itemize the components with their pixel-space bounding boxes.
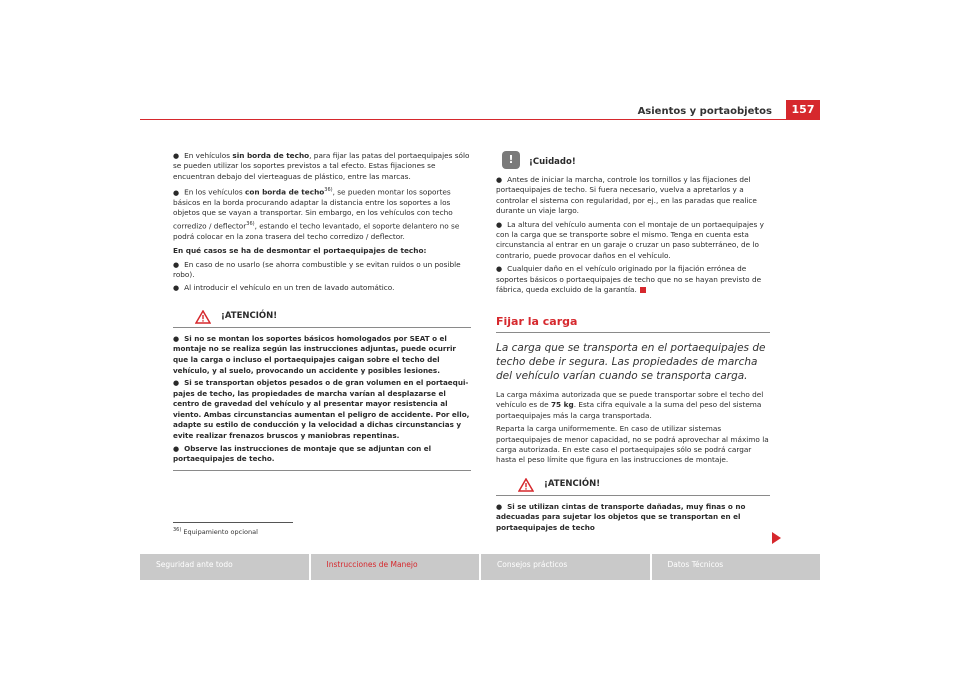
warning-item: ● Si no se montan los soportes básicos homologados por SEAT o el montaje no se realiza según las instrucciones adjuntas, puede ocurrir que la carga o incluso el portaequipajes caigan sobre el techo del vehículo, y al suelo, provocando un accidente y posibles lesiones.	[173, 334, 471, 376]
bullet-sin-borda: ● En vehículos sin borda de techo, para fijar las patas del portaequipajes sólo se pueden utilizar los soportes previstos a tal efecto. Estas fijaciones se encuentran debajo del vierteaguas de plástico, entre las marcas.	[173, 151, 471, 182]
bullet-con-borda: ● En los vehículos con borda de techo$^{36)}$, se pueden montar los soportes básicos en la borda procurando adaptar la distancia entre los soportes a los objetos que se vayan a transportar. Sin embargo, en los vehículos con techo corredizo / deflector$^{36)}$, estando el techo levantado, el soporte delantero no se podrá colocar en la zona trasera del techo corredizo / deflector.	[173, 185, 471, 242]
right-column	[496, 151, 770, 539]
warning-item: ● Si se transportan objetos pesados o de gran volumen en el portaequipajes de techo, las propiedades de marcha varían al desplazarse el centro de gravedad del vehículo y al presentar mayor resistencia al viento. Ambas circunstancias aumentan el peligro de accidente. Por ello, adapte su estilo de conducción y la velocidad a dichas circunstancias y evite realizar frenazos bruscos y maniobras repentinas.	[173, 378, 471, 442]
warning-header	[496, 476, 770, 496]
nav-tab-seguridad[interactable]: Seguridad ante todo	[140, 554, 309, 580]
continue-arrow-icon[interactable]	[772, 532, 781, 544]
page-title: Asientos y portaobjetos	[637, 106, 772, 117]
warning-title: ¡ATENCIÓN!	[221, 310, 278, 321]
warning-header	[173, 308, 471, 328]
warning-box-2	[496, 476, 770, 539]
warning-item: ● Si se utilizan cintas de transporte dañadas, muy finas o no adecuadas para sujetar los objetos que se transportan en el portaequipajes de techo	[496, 502, 770, 534]
caution-item: ● Antes de iniciar la marcha, controle los tornillos y las fijaciones del portaequipajes de techo. Si fuera necesario, vuelva a apretarlos y a controlar el sistema con regularidad, por ej., en las paradas que realice durante un viaje largo.	[496, 175, 770, 217]
caution-item: ● Cualquier daño en el vehículo originado por la fijación errónea de soportes básicos o portaequipajes de techo que no se hayan previsto de fábrica, queda excluido de la garantía.	[496, 264, 770, 295]
footnote: $^{36)}$ Equipamiento opcional	[173, 527, 258, 537]
caution-icon: !	[502, 151, 520, 169]
end-square-icon	[640, 287, 646, 293]
section-intro: La carga que se transporta en el portaequipajes de techo debe ir segura. Las propiedades de marcha del vehículo varían cuando se transporta carga.	[496, 341, 766, 382]
paragraph-reparta: Reparta la carga uniformemente. En caso de utilizar sistemas portaequipajes de menor capacidad, no se podrá aprovechar al máximo la carga autorizada. En este caso el portaequipajes sólo se podrá cargar hasta el peso límite que figura en las instrucciones de montaje.	[496, 424, 769, 465]
bullet-tren-lavado: ● Al introducir el vehículo en un tren de lavado automático.	[173, 283, 471, 293]
nav-tab-consejos[interactable]: Consejos prácticos	[481, 554, 650, 580]
caution-title: ¡Cuidado!	[529, 157, 576, 167]
warning-triangle-icon	[195, 310, 211, 324]
warning-triangle-icon	[518, 478, 534, 492]
section-title: Fijar la carga	[496, 317, 770, 332]
warning-item: ● Observe las instrucciones de montaje que se adjuntan con el portaequipajes de techo.	[173, 444, 471, 465]
nav-tab-instrucciones[interactable]: Instrucciones de Manejo	[311, 554, 480, 580]
caution-item: ● La altura del vehículo aumenta con el montaje de un portaequipajes y con la carga que se transporte sobre el mismo. Tenga en cuenta esta circunstancia al entrar en un garaje o cruzar un paso subterráneo, de lo contrario, puede provocar daños en el vehículo.	[496, 220, 770, 262]
header-rule	[140, 119, 820, 120]
bullet-no-usarlo: ● En caso de no usarlo (se ahorra combustible y se evitan ruidos o un posible robo).	[173, 260, 471, 281]
page-header	[140, 100, 820, 120]
subheading: En qué casos se ha de desmontar el portaequipajes de techo:	[173, 246, 427, 256]
warning-box-1	[173, 308, 471, 471]
section-nav	[140, 554, 820, 580]
paragraph-carga-maxima: La carga máxima autorizada que se puede transportar sobre el techo del vehículo es de 75 kg. Esta cifra equivale a la suma del peso del sistema portaequipajes más la carga transportada.	[496, 389, 764, 420]
footnote-rule	[173, 522, 293, 523]
warning-title: ¡ATENCIÓN!	[544, 478, 601, 489]
page-number: 157	[786, 100, 820, 120]
caution-header	[496, 151, 770, 175]
nav-tab-datos[interactable]: Datos Técnicos	[652, 554, 821, 580]
left-column	[173, 151, 471, 471]
